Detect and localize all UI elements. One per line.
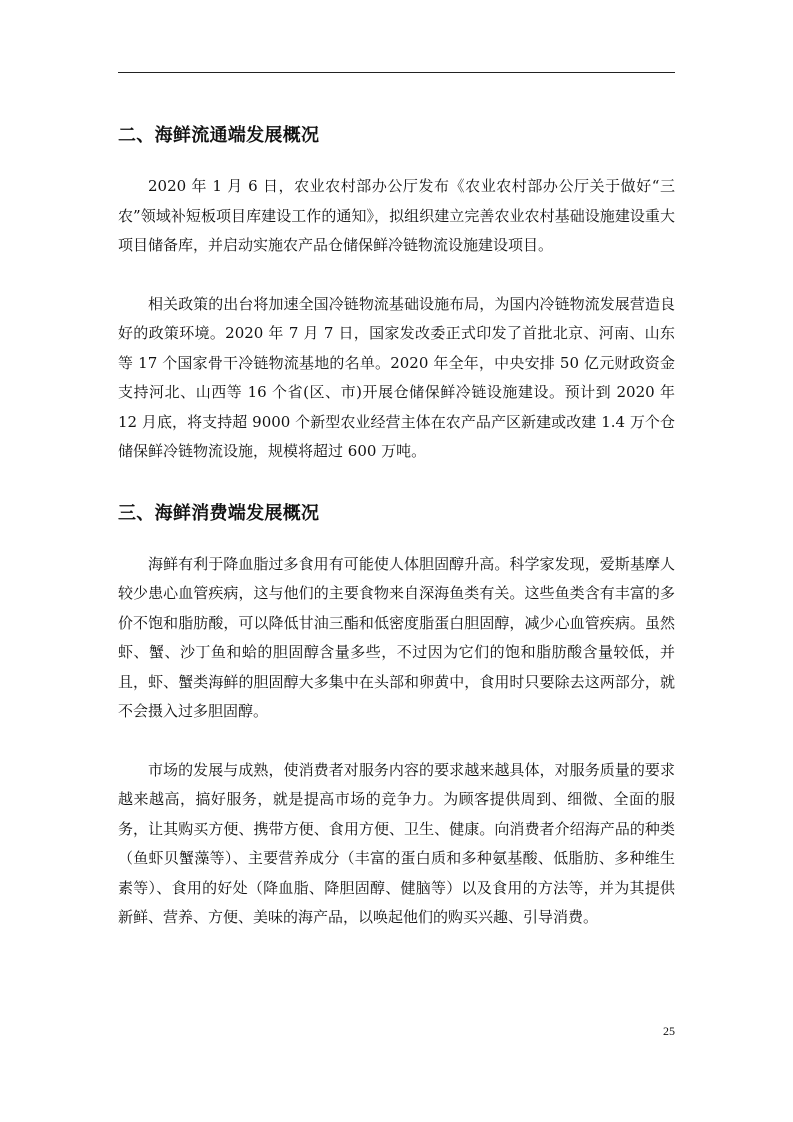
page-body — [118, 118, 675, 933]
page-number: 25 — [663, 1024, 675, 1038]
section-heading-consumption: 三、海鲜消费端发展概况 — [118, 502, 320, 524]
paragraph-cold-chain: 相关政策的出台将加速全国冷链物流基础设施布局，为国内冷链物流发展营造良好的政策环境。2020 年 7 月 7 日，国家发改委正式印发了首批北京、河南、山东等 17 个国家骨干冷链物流基地的名单。2020 年全年，中央安排 50 亿元财政资金支持河北、山西等 16 个省(区、市)开展仓储保鲜冷链设施建设。预计到 2020 年 12 月底，将支持超 9000 个新型农业经营主体在农产品产区新建或改建 1.4 万个仓储保鲜冷链物流设施，规模将超过 600 万吨。 — [118, 294, 675, 460]
header-rule — [118, 72, 675, 73]
paragraph-health: 海鲜有利于降血脂过多食用有可能使人体胆固醇升高。科学家发现，爱斯基摩人较少患心血管疾病，这与他们的主要食物来自深海鱼类有关。这些鱼类含有丰富的多价不饱和脂肪酸，可以降低甘油三酯和低密度脂蛋白胆固醇，减少心血管疾病。虽然虾、蟹、沙丁鱼和蛤的胆固醇含量多些，不过因为它们的饱和脂肪酸含量较低，并且，虾、蟹类海鲜的胆固醇大多集中在头部和卵黄中，食用时只要除去这两部分，就不会摄入过多胆固醇。 — [118, 554, 675, 720]
section-heading-circulation: 二、海鲜流通端发展概况 — [118, 125, 320, 146]
paragraph-circulation-policy: 2020 年 1 月 6 日，农业农村部办公厅发布《农业农村部办公厅关于做好“三农”领域补短板项目库建设工作的通知》，拟组织建立完善农业农村基础设施建设重大项目储备库，并启动实施农产品仓储保鲜冷链物流设施建设项目。 — [118, 177, 675, 254]
paragraph-service: 市场的发展与成熟，使消费者对服务内容的要求越来越具体，对服务质量的要求越来越高，搞好服务，就是提高市场的竞争力。为顾客提供周到、细微、全面的服务，让其购买方便、携带方便、食用方便、卫生、健康。向消费者介绍海产品的种类（鱼虾贝蟹藻等）、主要营养成分（丰富的蛋白质和多种氨基酸、低脂肪、多种维生素等）、食用的好处（降血脂、降胆固醇、健脑等）以及食用的方法等，并为其提供新鲜、营养、方便、美味的海产品，以唤起他们的购买兴趣、引导消费。 — [118, 760, 675, 926]
